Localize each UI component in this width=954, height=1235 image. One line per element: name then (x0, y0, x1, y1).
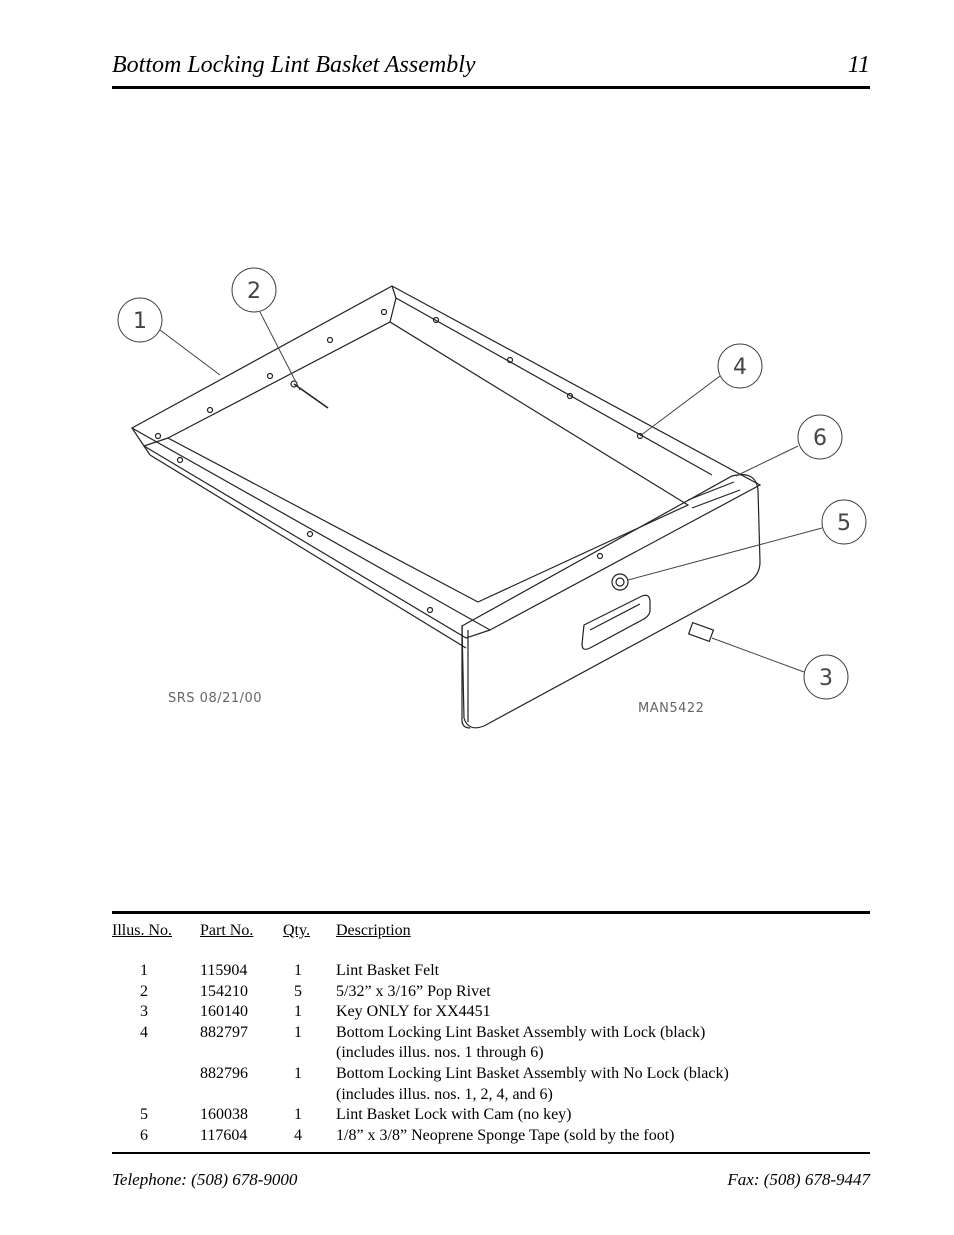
cell-desc: (includes illus. nos. 1, 2, 4, and 6) (336, 1085, 553, 1103)
basket-opening (168, 322, 688, 602)
table-row (112, 1127, 870, 1148)
footer-telephone: Telephone: (508) 678-9000 (112, 1170, 298, 1189)
parts-table (112, 922, 870, 1144)
table-bottom-rule (112, 1152, 870, 1154)
table-top-rule (112, 911, 870, 914)
assembly-drawing-svg (100, 250, 880, 750)
lock-cylinder (612, 574, 628, 590)
cell-part: 154210 (200, 982, 248, 1000)
parts-table-header (112, 922, 870, 942)
table-row (112, 1086, 870, 1107)
drawing-stamp-right: MAN5422 (638, 701, 705, 716)
callout-3: 3 (819, 666, 833, 691)
table-row (112, 962, 870, 983)
cell-part: 115904 (200, 962, 248, 979)
page-header (112, 50, 870, 89)
table-row (112, 1044, 870, 1065)
cell-part: 117604 (200, 1126, 248, 1144)
cell-qty: 1 (294, 1064, 302, 1082)
basket-frame-outer (132, 286, 760, 630)
page-title: Bottom Locking Lint Basket Assembly (112, 52, 476, 78)
callout-6: 6 (813, 426, 827, 451)
cell-illus: 6 (140, 1126, 148, 1144)
cell-desc: 1/8” x 3/8” Neoprene Sponge Tape (sold by the foot) (336, 1126, 675, 1144)
cell-desc: Lint Basket Lock with Cam (no key) (336, 1106, 572, 1124)
parts-table-body (112, 962, 870, 1147)
cell-illus: 4 (140, 1023, 148, 1041)
cell-illus: 1 (140, 962, 148, 979)
cell-part: 882796 (200, 1064, 248, 1082)
table-row (112, 1106, 870, 1127)
page-number: 11 (847, 52, 870, 78)
cell-qty: 1 (294, 1106, 302, 1124)
header-qty: Qty. (283, 922, 310, 939)
key (689, 623, 714, 642)
cell-part: 160038 (200, 1106, 248, 1124)
cell-desc: Lint Basket Felt (336, 962, 440, 979)
cell-desc: Key ONLY for XX4451 (336, 1003, 491, 1021)
assembly-drawing (100, 250, 880, 750)
table-row (112, 983, 870, 1004)
footer-fax: Fax: (508) 678-9447 (727, 1170, 870, 1189)
header-illus-no: Illus. No. (112, 922, 172, 939)
callout-1: 1 (133, 309, 147, 334)
page-footer (112, 1170, 870, 1194)
drawing-stamp-left: SRS 08/21/00 (168, 691, 263, 706)
cell-illus: 5 (140, 1106, 148, 1124)
cell-qty: 1 (294, 962, 302, 979)
table-row (112, 1024, 870, 1045)
table-row (112, 1065, 870, 1086)
cell-part: 160140 (200, 1003, 248, 1021)
callout-4: 4 (733, 355, 747, 380)
callout-5: 5 (837, 511, 851, 536)
cell-desc: 5/32” x 3/16” Pop Rivet (336, 982, 491, 1000)
cell-part: 882797 (200, 1023, 248, 1041)
callout-2: 2 (247, 279, 261, 304)
header-description: Description (336, 922, 411, 939)
table-row (112, 1003, 870, 1024)
cell-qty: 4 (294, 1126, 302, 1144)
cell-desc: Bottom Locking Lint Basket Assembly with Lock (black) (336, 1023, 706, 1041)
cell-illus: 3 (140, 1003, 148, 1021)
header-part-no: Part No. (200, 922, 254, 939)
cell-qty: 1 (294, 1003, 302, 1021)
cell-illus: 2 (140, 982, 148, 1000)
cell-qty: 5 (294, 982, 302, 1000)
cell-qty: 1 (294, 1023, 302, 1041)
cell-desc: Bottom Locking Lint Basket Assembly with No Lock (black) (336, 1064, 729, 1082)
front-panel (462, 475, 760, 728)
cell-desc: (includes illus. nos. 1 through 6) (336, 1044, 544, 1062)
